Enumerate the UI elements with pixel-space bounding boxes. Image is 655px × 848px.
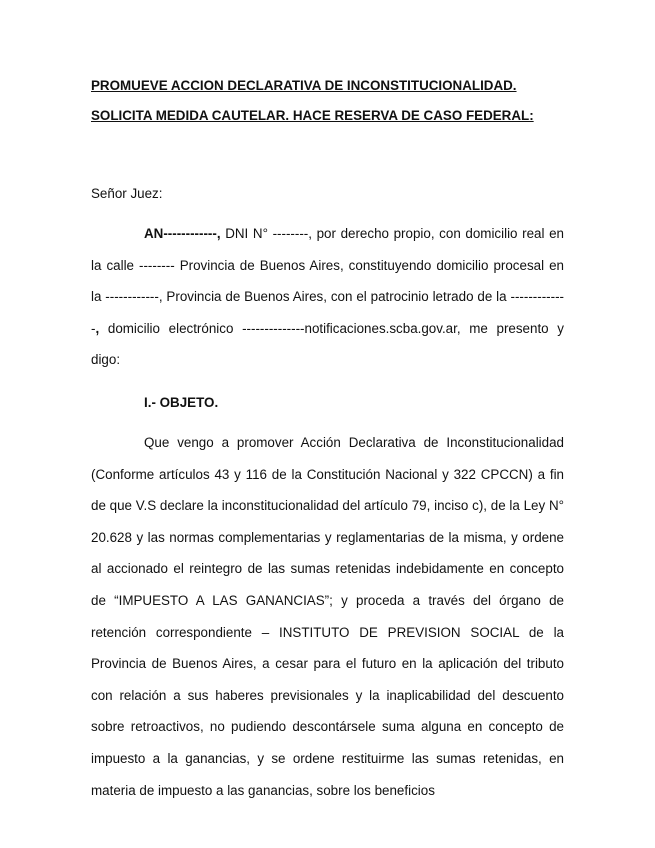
intro-paragraph [91, 218, 564, 376]
objeto-paragraph: Que vengo a promover Acción Declarativa de Inconstitucionalidad (Conforme artículos 43 y 116 de la Constitución Nacional y 322 CPCCN) a fin de que V.S declare la inconstitucionalidad del artículo 79, inciso c), de la Ley N° 20.628 y las normas complementarias y reglamentarias de la misma, y ordene al accionado el reintegro de las sumas retenidas indebidamente en concepto de “IMPUESTO A LAS GANANCIAS”; y proceda a través del órgano de retención correspondiente – INSTITUTO DE PREVISION SOCIAL de la Provincia de Buenos Aires, a cesar para el futuro en la aplicación del tributo con relación a sus haberes previsionales y la inaplicabilidad del descuento sobre retroactivos, no pudiendo descontársele suma alguna en concepto de impuesto a la ganancias, y se ordene restituirme las sumas retenidas, en materia de impuesto a las ganancias, sobre los beneficios [91, 435, 564, 798]
intro-bold-comma: , [95, 320, 100, 336]
party-name: AN------------, [144, 226, 221, 241]
document-heading-line-2: SOLICITA MEDIDA CAUTELAR. HACE RESERVA DE CASO FEDERAL: [91, 108, 534, 123]
intro-text-2: domicilio electrónico --------------notificaciones.scba.gov.ar, me presento y digo: [91, 320, 564, 368]
salutation: Señor Juez: [91, 186, 163, 201]
document-heading-line-1: PROMUEVE ACCION DECLARATIVA DE INCONSTITUCIONALIDAD. [91, 78, 517, 93]
section-title-objeto: I.- OBJETO. [144, 395, 219, 410]
intro-text: DNI N° --------, por derecho propio, con domicilio real en la calle -------- Provincia de Buenos Aires, constituyendo domicilio procesal en la ------------, Provincia de Buenos Aires, con el patrocinio letrado de la ------------- [91, 226, 564, 336]
